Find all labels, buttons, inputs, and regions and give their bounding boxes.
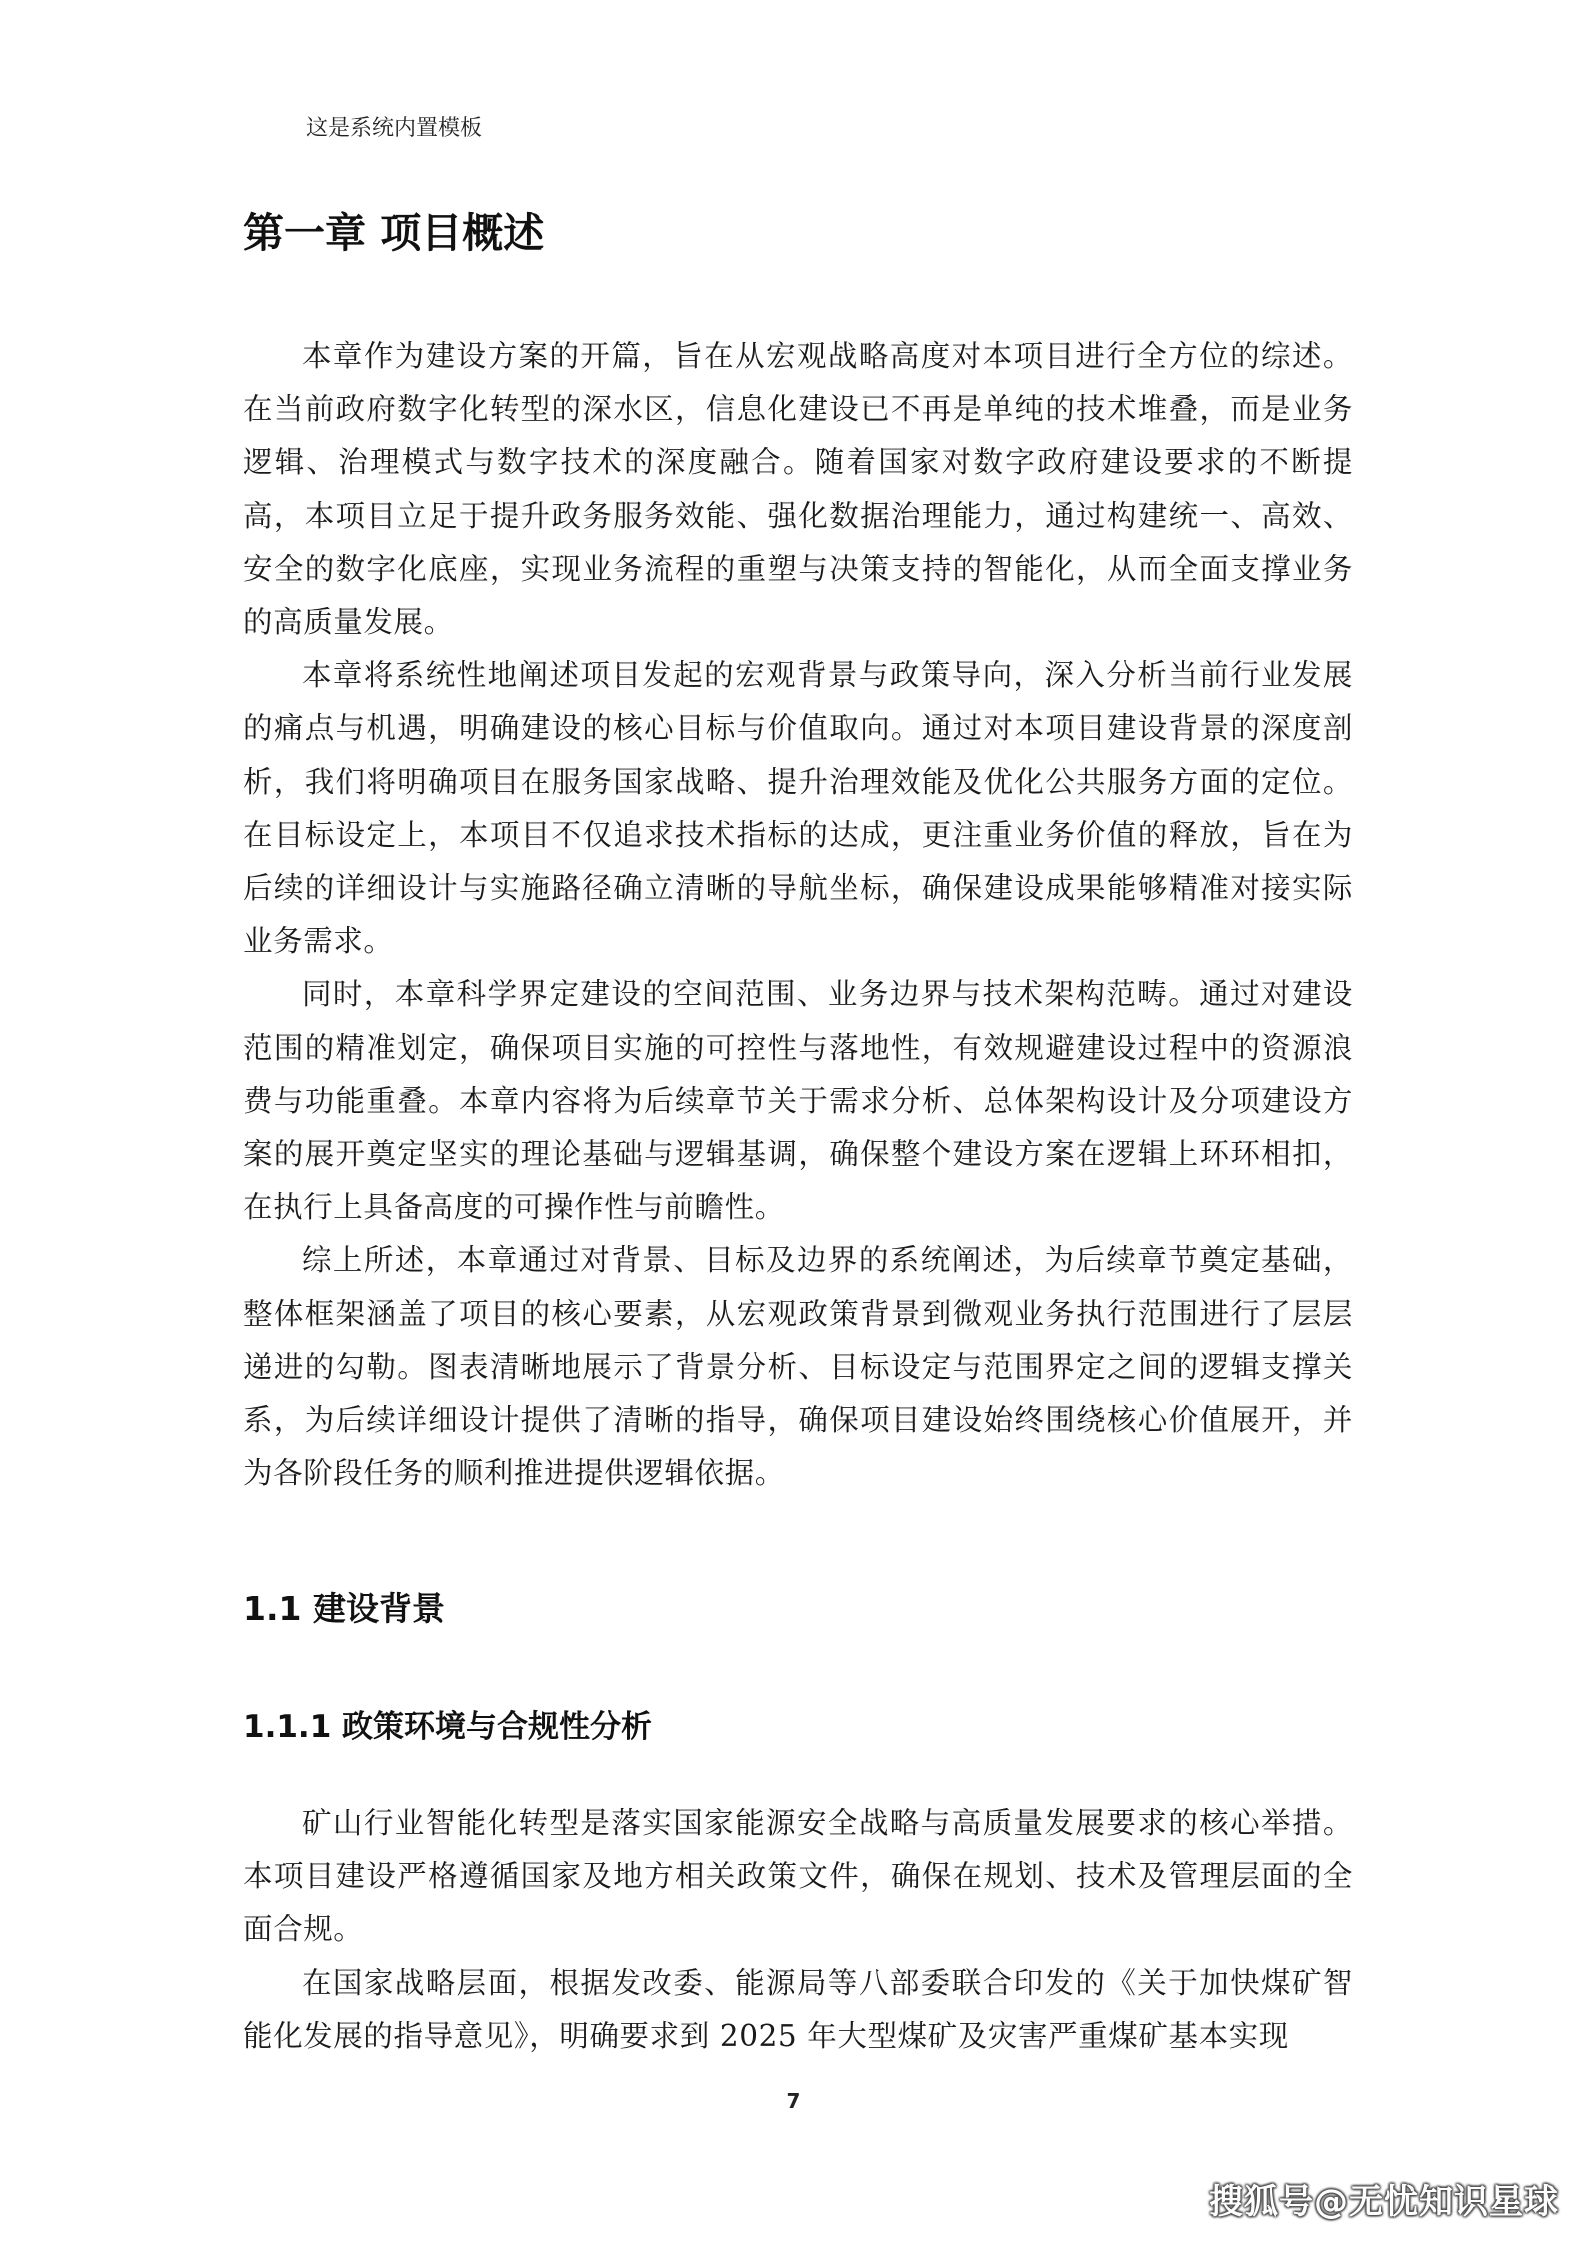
- paragraph: 同时，本章科学界定建设的空间范围、业务边界与技术架构范畴。通过对建设范围的精准划定，确保项目实施的可控性与落地性，有效规避建设过程中的资源浪费与功能重叠。本章内容将为后续章节关于需求分析、总体架构设计及分项建设方案的展开奠定坚实的理论基础与逻辑基调，确保整个建设方案在逻辑上环环相扣，在执行上具备高度的可操作性与前瞻性。: [243, 977, 1353, 1225]
- paragraph: 本章作为建设方案的开篇，旨在从宏观战略高度对本项目进行全方位的综述。在当前政府数字化转型的深水区，信息化建设已不再是单纯的技术堆叠，而是业务逻辑、治理模式与数字技术的深度融合。随着国家对数字政府建设要求的不断提高，本项目立足于提升政务服务效能、强化数据治理能力，通过构建统一、高效、安全的数字化底座，实现业务流程的重塑与决策支持的智能化，从而全面支撑业务的高质量发展。: [243, 339, 1353, 640]
- paragraph: 综上所述，本章通过对背景、目标及边界的系统阐述，为后续章节奠定基础，整体框架涵盖了项目的核心要素，从宏观政策背景到微观业务执行范围进行了层层递进的勾勒。图表清晰地展示了背景分析、目标设定与范围界定之间的逻辑支撑关系，为后续详细设计提供了清晰的指导，确保项目建设始终围绕核心价值展开，并为各阶段任务的顺利推进提供逻辑依据。: [243, 1243, 1353, 1491]
- page-number: 7: [786, 2089, 801, 2113]
- watermark: 搜狐号@无忧知识星球: [1209, 2182, 1559, 2222]
- subsection-heading: 1.1.1 政策环境与合规性分析: [243, 1709, 653, 1745]
- paragraph: 矿山行业智能化转型是落实国家能源安全战略与高质量发展要求的核心举措。本项目建设严格遵循国家及地方相关政策文件，确保在规划、技术及管理层面的全面合规。: [243, 1806, 1353, 1947]
- policy-section-body: [243, 1797, 1353, 2063]
- paragraph: 在国家战略层面，根据发改委、能源局等八部委联合印发的《关于加快煤矿智能化发展的指导意见》，明确要求到 2025 年大型煤矿及灾害严重煤矿基本实现: [243, 1965, 1353, 2053]
- template-note: 这是系统内置模板: [306, 116, 483, 141]
- section-heading: 1.1 建设背景: [243, 1589, 445, 1628]
- chapter-intro: [243, 330, 1353, 1500]
- chapter-title: 第一章 项目概述: [243, 209, 545, 257]
- paragraph: 本章将系统性地阐述项目发起的宏观背景与政策导向，深入分析当前行业发展的痛点与机遇，明确建设的核心目标与价值取向。通过对本项目建设背景的深度剖析，我们将明确项目在服务国家战略、提升治理效能及优化公共服务方面的定位。在目标设定上，本项目不仅追求技术指标的达成，更注重业务价值的释放，旨在为后续的详细设计与实施路径确立清晰的导航坐标，确保建设成果能够精准对接实际业务需求。: [243, 658, 1353, 959]
